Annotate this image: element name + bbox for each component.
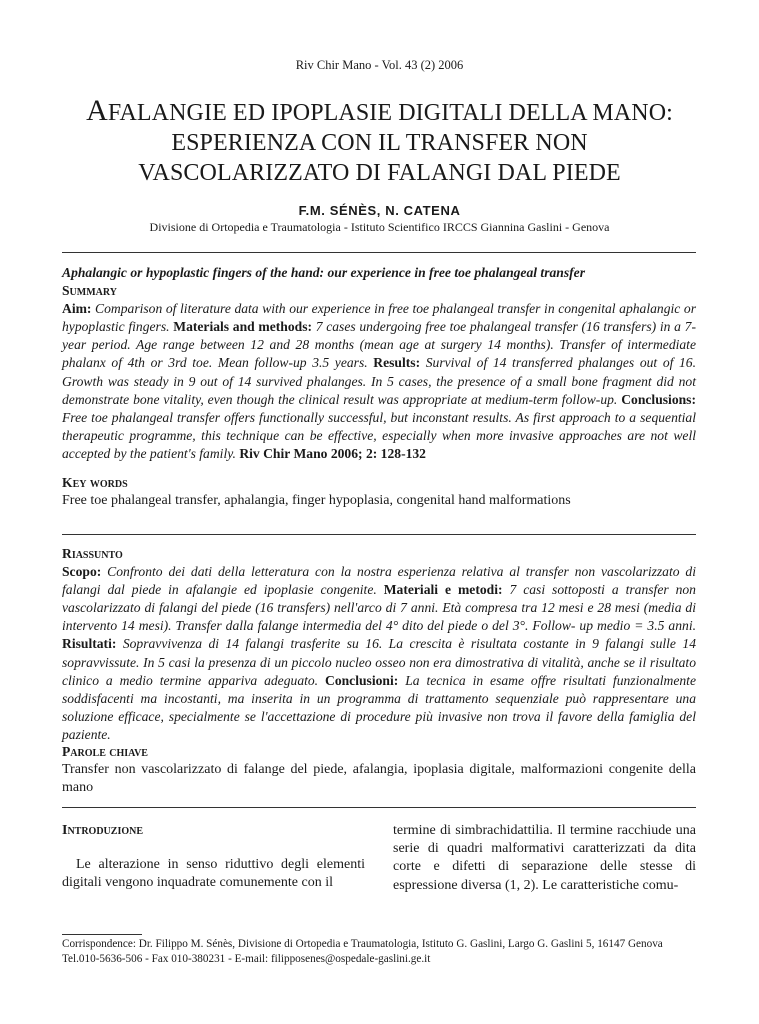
risultati-label: Risultati: bbox=[62, 636, 117, 652]
parole-chiave-text: Transfer non vascolarizzato di falange del piede, afalangia, ipoplasia digitale, malformazioni congenite della mano bbox=[62, 762, 696, 796]
footnote bbox=[62, 937, 702, 966]
metodi-text: 7 casi sottoposti a transfer non vascolarizzato di falangi del piede (16 transfers) nell'arco di 7 anni. Età compresa tra 12 mesi e 28 mesi (media di intervento 14 mesi). Transfer dalla falange intermedia del 4° dito del piede o del 3°. Follow- up medio = 3.5 anni. bbox=[62, 582, 696, 634]
divider-top bbox=[62, 252, 696, 253]
divider-bottom bbox=[62, 807, 696, 808]
divider-middle bbox=[62, 534, 696, 535]
title-initial: A bbox=[86, 94, 108, 127]
conclusioni-text: La tecnica in esame offre risultati funzionalmente soddisfacenti ma incostanti, ma inserita in un programma di trattamento sequenziale può rappresentare una soluzione efficace, specialmente se l'accettazione di procedure più invasive non trova il favore della famiglia del paziente. bbox=[62, 672, 696, 742]
summary-body bbox=[62, 300, 696, 463]
parole-chiave-heading: Parole chiave bbox=[62, 744, 148, 759]
title-line-1-rest: FALANGIE ED IPOPLASIE DIGITALI DELLA MANO: bbox=[107, 100, 673, 126]
methods-label: Materials and methods: bbox=[173, 319, 313, 335]
metodi-label: Materiali e metodi: bbox=[383, 582, 503, 598]
title-line-1 bbox=[40, 96, 719, 128]
conclusions-label: Conclusions: bbox=[621, 391, 696, 407]
risultati-text: Sopravvivenza di 14 falangi trasferite su 16. La crescita è risultata costante in 9 falangi sulle 14 sopravvissute. In 5 casi la presenza di un piccolo nucleo osseo non era dimostrativa di vitalità, anche se il risultato clinico a medio termine appariva adeguato. bbox=[62, 636, 696, 688]
intro-right-column bbox=[393, 822, 696, 895]
title-line-3: VASCOLARIZZATO DI FALANGI DAL PIEDE bbox=[138, 160, 621, 186]
results-text: Survival of 14 transferred phalanges out of 16. Growth was steady in 9 out of 14 survived phalanges. In 5 cases, the presence of a small bone fragment did not demonstrate bone vitality, even though the clinical result was appropriate at medium-term follow-up. bbox=[62, 355, 696, 407]
conclusions-text: Free toe phalangeal transfer offers functionally successful, but inconstant results. As first approach to a sequential therapeutic programme, this technique can be effective, especially when more invasive approaches are not well accepted by the patient's family. bbox=[62, 409, 696, 461]
aim-text: Comparison of literature data with our experience in free toe phalangeal transfer in congenital aphalangic or hypoplastic fingers. bbox=[62, 301, 696, 335]
keywords-text: Free toe phalangeal transfer, aphalangia, finger hypoplasia, congenital hand malformations bbox=[62, 493, 571, 509]
methods-text: 7 cases undergoing free toe phalangeal transfer (16 transfers) in a 7-year period. Age range between 12 and 28 months (mean age at surgery 14 months). Transfer of intermediate phalanx of 4th or 3rd toe. Mean follow-up 3.5 years. bbox=[62, 319, 696, 371]
riassunto-body bbox=[62, 563, 696, 744]
keywords-heading: Key words bbox=[62, 475, 128, 490]
parole-chiave-section bbox=[62, 743, 696, 797]
keywords-section bbox=[62, 474, 696, 510]
footnote-line-2: Tel.010-5636-506 - Fax 010-380231 - E-mail: filipposenes@ospedale-gaslini.ge.it bbox=[62, 952, 431, 965]
affiliation: Divisione di Ortopedia e Traumatologia - Istituto Scientifico IRCCS Giannina Gaslini - Genova bbox=[149, 220, 610, 234]
intro-right-text: termine di simbrachidattilia. Il termine racchiude una serie di quadri malformativi caratterizzati da dita corte e difetti di separazione delle stesse di espressione diversa (1, 2). Le caratteristiche comu- bbox=[393, 823, 696, 893]
scopo-text: Confronto dei dati della letteratura con la nostra esperienza relativa al transfer non vascolarizzato di falangi dal piede in afalangie ed ipoplasie congenite. bbox=[62, 564, 696, 598]
footnote-line-1: Corrispondence: Dr. Filippo M. Sénès, Divisione di Ortopedia e Traumatologia, Istituto G. Gaslini, Largo G. Gaslini 5, 16147 Genova bbox=[62, 938, 663, 950]
english-title: Aphalangic or hypoplastic fingers of the hand: our experience in free toe phalangeal transfer bbox=[62, 265, 585, 280]
intro-left-text: Le alterazione in senso riduttivo degli elementi digitali vengono inquadrate comunemente con il bbox=[62, 857, 365, 891]
results-label: Results: bbox=[373, 355, 421, 371]
authors: F.M. SÉNÈS, N. CATENA bbox=[298, 203, 461, 218]
citation: Riv Chir Mano 2006; 2: 128-132 bbox=[239, 445, 426, 461]
riassunto-heading: Riassunto bbox=[62, 546, 123, 561]
intro-heading: Introduzione bbox=[62, 823, 144, 838]
title-line-2: ESPERIENZA CON IL TRANSFER NON bbox=[171, 130, 588, 156]
summary-section bbox=[62, 264, 696, 463]
footnote-rule bbox=[62, 934, 142, 935]
scopo-label: Scopo: bbox=[62, 564, 102, 580]
conclusioni-label: Conclusioni: bbox=[325, 672, 399, 688]
aim-label: Aim: bbox=[62, 301, 92, 317]
running-head: Riv Chir Mano - Vol. 43 (2) 2006 bbox=[295, 58, 464, 72]
summary-heading: Summary bbox=[62, 283, 117, 299]
riassunto-section bbox=[62, 545, 696, 744]
intro-left-column bbox=[62, 822, 365, 893]
article-title bbox=[40, 96, 719, 188]
